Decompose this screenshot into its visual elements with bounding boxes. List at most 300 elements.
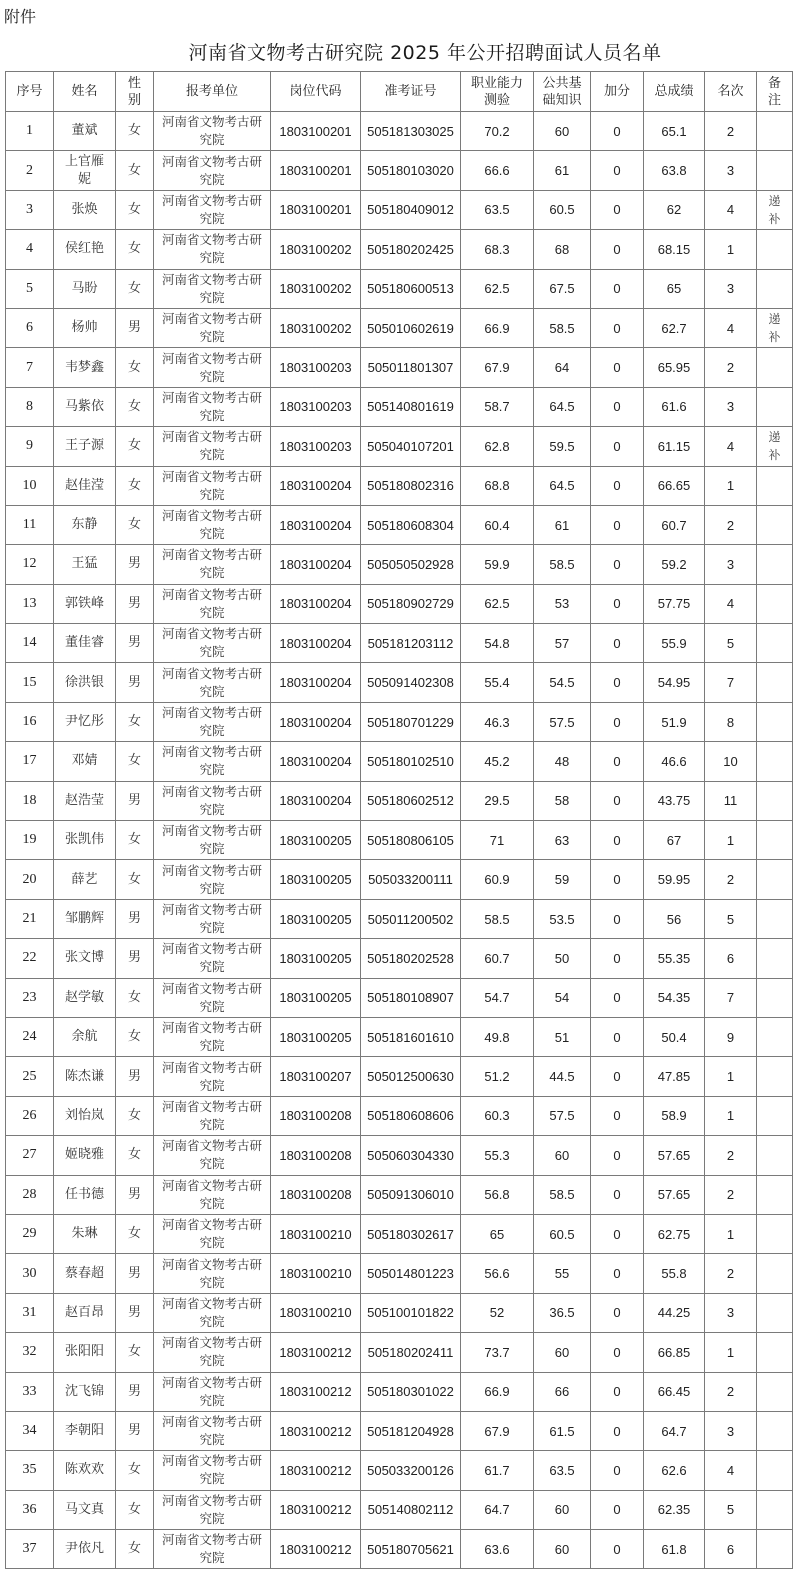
cell-rank: 1: [705, 1214, 757, 1253]
cell-note: [757, 742, 793, 781]
cell-post-code: 1803100203: [271, 427, 361, 466]
cell-gender: 男: [116, 1293, 154, 1332]
cell-unit-text: 河南省文物考古研究院: [162, 626, 263, 660]
cell-ability-test: 56.8: [461, 1175, 534, 1214]
cell-ticket-no: 505181601610: [361, 1017, 461, 1056]
cell-public-knowledge: 60: [534, 112, 591, 151]
cell-name-text: 马紫依: [64, 398, 104, 414]
cell-gender: 男: [116, 308, 154, 347]
cell-total: 62: [644, 190, 705, 229]
table-row: [6, 230, 793, 269]
table-row: [6, 190, 793, 229]
cell-ticket-no: 505040107201: [361, 427, 461, 466]
cell-gender: 女: [116, 151, 154, 190]
cell-note: [757, 230, 793, 269]
cell-unit-text: 河南省文物考古研究院: [162, 783, 263, 817]
cell-post-code: 1803100212: [271, 1451, 361, 1490]
table-row: [6, 269, 793, 308]
cell-rank: 4: [705, 308, 757, 347]
cell-unit-text: 河南省文物考古研究院: [162, 980, 263, 1014]
cell-post-code: 1803100204: [271, 663, 361, 702]
cell-ticket-no: 505180802316: [361, 466, 461, 505]
cell-ticket-no: 505010602619: [361, 308, 461, 347]
cell-public-knowledge: 50: [534, 939, 591, 978]
cell-ability-test: 66.9: [461, 308, 534, 347]
cell-name: [54, 860, 116, 899]
table-row: [6, 505, 793, 544]
cell-post-code: 1803100202: [271, 230, 361, 269]
cell-note: [757, 1175, 793, 1214]
cell-ability-test: 29.5: [461, 781, 534, 820]
cell-ticket-no: 505012500630: [361, 1057, 461, 1096]
cell-total: 51.9: [644, 702, 705, 741]
cell-name-text: 尹依凡: [64, 1541, 104, 1557]
cell-seq: 24: [6, 1017, 54, 1056]
cell-ticket-no: 505180409012: [361, 190, 461, 229]
cell-seq: 31: [6, 1293, 54, 1332]
cell-public-knowledge: 54: [534, 978, 591, 1017]
cell-bonus: 0: [591, 1333, 644, 1372]
cell-name: [54, 545, 116, 584]
header-unit: 报考单位: [154, 72, 271, 112]
cell-seq: 6: [6, 308, 54, 347]
cell-unit: [154, 821, 271, 860]
table-row: [6, 821, 793, 860]
cell-total: 61.6: [644, 387, 705, 426]
cell-ticket-no: 505180602512: [361, 781, 461, 820]
cell-bonus: 0: [591, 1136, 644, 1175]
cell-rank: 10: [705, 742, 757, 781]
cell-name: [54, 1490, 116, 1529]
cell-seq: 26: [6, 1096, 54, 1135]
cell-ability-test: 45.2: [461, 742, 534, 781]
cell-unit: [154, 781, 271, 820]
cell-public-knowledge: 60: [534, 1136, 591, 1175]
cell-name-text: 上官雁妮: [64, 153, 104, 187]
cell-name-text: 赵佳滢: [64, 477, 104, 493]
cell-name: [54, 1293, 116, 1332]
cell-ability-test: 55.3: [461, 1136, 534, 1175]
cell-note: [757, 860, 793, 899]
cell-name: [54, 427, 116, 466]
cell-unit: [154, 663, 271, 702]
cell-unit-text: 河南省文物考古研究院: [162, 1492, 263, 1526]
cell-unit-text: 河南省文物考古研究院: [162, 311, 263, 345]
cell-name: [54, 624, 116, 663]
cell-bonus: 0: [591, 821, 644, 860]
cell-gender: 男: [116, 1254, 154, 1293]
cell-note: [757, 1333, 793, 1372]
cell-post-code: 1803100205: [271, 1017, 361, 1056]
table-row: [6, 1017, 793, 1056]
cell-bonus: 0: [591, 860, 644, 899]
cell-unit-text: 河南省文物考古研究院: [162, 705, 263, 739]
cell-seq: 27: [6, 1136, 54, 1175]
cell-note-text: 递补: [768, 312, 781, 345]
cell-name: [54, 1175, 116, 1214]
cell-seq: 35: [6, 1451, 54, 1490]
cell-bonus: 0: [591, 387, 644, 426]
cell-name: [54, 190, 116, 229]
cell-name-text: 侯红艳: [64, 241, 104, 257]
cell-seq: 28: [6, 1175, 54, 1214]
cell-gender: 男: [116, 1057, 154, 1096]
cell-gender: 女: [116, 1096, 154, 1135]
cell-post-code: 1803100205: [271, 939, 361, 978]
cell-name-text: 韦梦鑫: [64, 359, 104, 375]
cell-unit-text: 河南省文物考古研究院: [162, 153, 263, 187]
cell-bonus: 0: [591, 1017, 644, 1056]
cell-public-knowledge: 59: [534, 860, 591, 899]
cell-seq: 36: [6, 1490, 54, 1529]
cell-unit-text: 河南省文物考古研究院: [162, 114, 263, 148]
cell-public-knowledge: 64: [534, 348, 591, 387]
cell-ticket-no: 505180608606: [361, 1096, 461, 1135]
cell-ticket-no: 505140802112: [361, 1490, 461, 1529]
header-total: 总成绩: [644, 72, 705, 112]
cell-gender: 男: [116, 781, 154, 820]
cell-note: [757, 899, 793, 938]
table-row: [6, 1293, 793, 1332]
cell-ticket-no: 505011200502: [361, 899, 461, 938]
cell-seq: 25: [6, 1057, 54, 1096]
cell-rank: 1: [705, 466, 757, 505]
cell-public-knowledge: 68: [534, 230, 591, 269]
cell-rank: 2: [705, 1372, 757, 1411]
cell-name-text: 陈杰谦: [64, 1068, 104, 1084]
cell-rank: 5: [705, 1490, 757, 1529]
cell-post-code: 1803100204: [271, 545, 361, 584]
cell-seq: 12: [6, 545, 54, 584]
cell-rank: 1: [705, 1057, 757, 1096]
cell-name: [54, 978, 116, 1017]
table-row: [6, 348, 793, 387]
cell-bonus: 0: [591, 1372, 644, 1411]
cell-public-knowledge: 63: [534, 821, 591, 860]
cell-name-text: 赵学敏: [64, 989, 104, 1005]
cell-unit-text: 河南省文物考古研究院: [162, 862, 263, 896]
cell-unit-text: 河南省文物考古研究院: [162, 1138, 263, 1172]
cell-rank: 4: [705, 427, 757, 466]
cell-post-code: 1803100203: [271, 348, 361, 387]
cell-gender: 男: [116, 939, 154, 978]
cell-name: [54, 1372, 116, 1411]
cell-unit-text: 河南省文物考古研究院: [162, 232, 263, 266]
cell-name: [54, 1451, 116, 1490]
cell-bonus: 0: [591, 348, 644, 387]
header-ticket-no: 准考证号: [361, 72, 461, 112]
cell-name-text: 刘怡岚: [64, 1107, 104, 1123]
header-post-code: 岗位代码: [271, 72, 361, 112]
cell-ability-test: 60.3: [461, 1096, 534, 1135]
cell-public-knowledge: 54.5: [534, 663, 591, 702]
cell-total: 61.15: [644, 427, 705, 466]
cell-unit: [154, 1333, 271, 1372]
table-row: [6, 584, 793, 623]
header-bonus: 加分: [591, 72, 644, 112]
cell-gender: 女: [116, 1017, 154, 1056]
cell-unit: [154, 269, 271, 308]
cell-bonus: 0: [591, 1293, 644, 1332]
cell-name-text: 董斌: [71, 123, 98, 139]
cell-note: [757, 1451, 793, 1490]
cell-post-code: 1803100210: [271, 1254, 361, 1293]
cell-post-code: 1803100210: [271, 1214, 361, 1253]
cell-name-text: 张凯伟: [64, 832, 104, 848]
cell-rank: 2: [705, 1136, 757, 1175]
cell-name-text: 尹忆彤: [64, 714, 104, 730]
cell-rank: 3: [705, 151, 757, 190]
cell-ability-test: 55.4: [461, 663, 534, 702]
cell-unit: [154, 899, 271, 938]
cell-unit: [154, 1490, 271, 1529]
cell-total: 54.95: [644, 663, 705, 702]
cell-unit-text: 河南省文物考古研究院: [162, 902, 263, 935]
table-row: [6, 1136, 793, 1175]
cell-bonus: 0: [591, 466, 644, 505]
cell-name: [54, 466, 116, 505]
cell-post-code: 1803100204: [271, 505, 361, 544]
cell-ticket-no: 505180608304: [361, 505, 461, 544]
cell-rank: 6: [705, 1530, 757, 1569]
cell-public-knowledge: 57.5: [534, 702, 591, 741]
cell-unit-text: 河南省文物考古研究院: [162, 1414, 263, 1448]
cell-post-code: 1803100204: [271, 466, 361, 505]
cell-rank: 11: [705, 781, 757, 820]
cell-name-text: 张阳阳: [64, 1344, 104, 1360]
cell-unit: [154, 308, 271, 347]
table-row: [6, 387, 793, 426]
cell-public-knowledge: 60: [534, 1490, 591, 1529]
header-rank: 名次: [705, 72, 757, 112]
cell-total: 46.6: [644, 742, 705, 781]
header-ability-test: [461, 72, 534, 112]
cell-public-knowledge: 59.5: [534, 427, 591, 466]
cell-note: [757, 387, 793, 426]
cell-ability-test: 71: [461, 821, 534, 860]
cell-rank: 2: [705, 348, 757, 387]
cell-name-text: 张焕: [71, 201, 98, 217]
cell-public-knowledge: 61: [534, 505, 591, 544]
cell-name: [54, 1017, 116, 1056]
cell-note: [757, 1490, 793, 1529]
cell-ability-test: 56.6: [461, 1254, 534, 1293]
cell-total: 54.35: [644, 978, 705, 1017]
cell-rank: 7: [705, 663, 757, 702]
cell-seq: 9: [6, 427, 54, 466]
cell-ability-test: 70.2: [461, 112, 534, 151]
cell-post-code: 1803100208: [271, 1175, 361, 1214]
cell-seq: 23: [6, 978, 54, 1017]
cell-seq: 18: [6, 781, 54, 820]
cell-ability-test: 68.8: [461, 466, 534, 505]
cell-gender: 男: [116, 545, 154, 584]
cell-post-code: 1803100207: [271, 1057, 361, 1096]
cell-seq: 30: [6, 1254, 54, 1293]
cell-bonus: 0: [591, 545, 644, 584]
table-row: [6, 308, 793, 347]
cell-ticket-no: 505181203112: [361, 624, 461, 663]
cell-name-text: 陈欢欢: [64, 1462, 104, 1478]
cell-rank: 1: [705, 821, 757, 860]
cell-gender: 女: [116, 1333, 154, 1372]
cell-note: [757, 1136, 793, 1175]
cell-ticket-no: 505180202528: [361, 939, 461, 978]
cell-unit-text: 河南省文物考古研究院: [162, 1059, 263, 1093]
cell-seq: 17: [6, 742, 54, 781]
cell-public-knowledge: 48: [534, 742, 591, 781]
cell-ticket-no: 505014801223: [361, 1254, 461, 1293]
table-row: [6, 1254, 793, 1293]
cell-name: [54, 112, 116, 151]
cell-bonus: 0: [591, 1451, 644, 1490]
table-row: [6, 663, 793, 702]
cell-total: 62.7: [644, 308, 705, 347]
cell-public-knowledge: 67.5: [534, 269, 591, 308]
cell-name-text: 姬晓雅: [64, 1147, 104, 1163]
cell-seq: 20: [6, 860, 54, 899]
cell-name: [54, 1254, 116, 1293]
cell-note: [757, 821, 793, 860]
cell-unit: [154, 505, 271, 544]
cell-unit: [154, 230, 271, 269]
cell-unit: [154, 1293, 271, 1332]
header-gender-label: 性别: [127, 75, 141, 108]
cell-post-code: 1803100202: [271, 308, 361, 347]
cell-note-text: 递补: [768, 430, 781, 463]
cell-ticket-no: 505033200126: [361, 1451, 461, 1490]
table-row: [6, 1333, 793, 1372]
cell-note: [757, 584, 793, 623]
cell-ability-test: 59.9: [461, 545, 534, 584]
cell-post-code: 1803100202: [271, 269, 361, 308]
cell-seq: 33: [6, 1372, 54, 1411]
cell-gender: 男: [116, 1411, 154, 1450]
cell-ability-test: 62.5: [461, 269, 534, 308]
cell-total: 65.1: [644, 112, 705, 151]
cell-unit-text: 河南省文物考古研究院: [162, 941, 263, 975]
cell-note: [757, 348, 793, 387]
cell-gender: 男: [116, 899, 154, 938]
cell-unit-text: 河南省文物考古研究院: [162, 1374, 263, 1408]
cell-post-code: 1803100212: [271, 1411, 361, 1450]
table-body: [6, 112, 793, 1569]
cell-unit-text: 河南省文物考古研究院: [162, 508, 263, 542]
cell-name-text: 王猛: [71, 556, 98, 572]
table-row: [6, 112, 793, 151]
cell-gender: 男: [116, 1175, 154, 1214]
cell-name-text: 东静: [71, 517, 98, 533]
cell-unit-text: 河南省文物考古研究院: [162, 1020, 263, 1054]
cell-post-code: 1803100204: [271, 742, 361, 781]
cell-unit-text: 河南省文物考古研究院: [162, 1256, 263, 1290]
cell-name: [54, 702, 116, 741]
cell-note: [757, 781, 793, 820]
cell-ability-test: 67.9: [461, 1411, 534, 1450]
cell-bonus: 0: [591, 1490, 644, 1529]
cell-public-knowledge: 60: [534, 1333, 591, 1372]
cell-total: 64.7: [644, 1411, 705, 1450]
cell-name: [54, 742, 116, 781]
cell-ability-test: 60.4: [461, 505, 534, 544]
cell-gender: 女: [116, 1136, 154, 1175]
table-row: [6, 1411, 793, 1450]
cell-name: [54, 939, 116, 978]
cell-ability-test: 54.8: [461, 624, 534, 663]
header-public-knowledge: [534, 72, 591, 112]
cell-gender: 男: [116, 663, 154, 702]
cell-public-knowledge: 58.5: [534, 308, 591, 347]
document-title: 河南省文物考古研究院 2025 年公开招聘面试人员名单: [188, 42, 662, 64]
cell-total: 59.2: [644, 545, 705, 584]
cell-gender: 女: [116, 1451, 154, 1490]
cell-note: [757, 978, 793, 1017]
cell-unit: [154, 702, 271, 741]
cell-name-text: 蔡春超: [64, 1265, 104, 1281]
cell-post-code: 1803100201: [271, 151, 361, 190]
header-public-knowledge-label: 公共基础知识: [542, 75, 582, 108]
cell-seq: 1: [6, 112, 54, 151]
cell-seq: 5: [6, 269, 54, 308]
cell-name-text: 任书德: [64, 1186, 104, 1202]
cell-ticket-no: 505100101822: [361, 1293, 461, 1332]
cell-unit: [154, 348, 271, 387]
cell-rank: 3: [705, 387, 757, 426]
cell-seq: 34: [6, 1411, 54, 1450]
cell-post-code: 1803100204: [271, 624, 361, 663]
cell-post-code: 1803100205: [271, 899, 361, 938]
cell-post-code: 1803100205: [271, 978, 361, 1017]
cell-seq: 10: [6, 466, 54, 505]
cell-post-code: 1803100212: [271, 1490, 361, 1529]
cell-ticket-no: 505180202425: [361, 230, 461, 269]
header-note-label: 备注: [767, 75, 781, 108]
cell-seq: 32: [6, 1333, 54, 1372]
cell-bonus: 0: [591, 781, 644, 820]
cell-public-knowledge: 58: [534, 781, 591, 820]
cell-total: 44.25: [644, 1293, 705, 1332]
cell-unit: [154, 939, 271, 978]
cell-total: 56: [644, 899, 705, 938]
cell-seq: 29: [6, 1214, 54, 1253]
cell-unit-text: 河南省文物考古研究院: [162, 1098, 263, 1132]
cell-public-knowledge: 51: [534, 1017, 591, 1056]
cell-name: [54, 821, 116, 860]
cell-note: [757, 1411, 793, 1450]
cell-public-knowledge: 44.5: [534, 1057, 591, 1096]
cell-rank: 1: [705, 1096, 757, 1135]
cell-bonus: 0: [591, 112, 644, 151]
cell-note-text: 递补: [768, 193, 781, 226]
cell-bonus: 0: [591, 1254, 644, 1293]
cell-seq: 8: [6, 387, 54, 426]
cell-note: [757, 1017, 793, 1056]
cell-public-knowledge: 53.5: [534, 899, 591, 938]
cell-name: [54, 1136, 116, 1175]
table-row: [6, 427, 793, 466]
cell-name: [54, 230, 116, 269]
header-note: [757, 72, 793, 112]
cell-gender: 男: [116, 624, 154, 663]
cell-ticket-no: 505050502928: [361, 545, 461, 584]
cell-post-code: 1803100205: [271, 821, 361, 860]
header-name: 姓名: [54, 72, 116, 112]
table-row: [6, 624, 793, 663]
cell-total: 58.9: [644, 1096, 705, 1135]
cell-post-code: 1803100204: [271, 584, 361, 623]
cell-post-code: 1803100210: [271, 1293, 361, 1332]
cell-ability-test: 46.3: [461, 702, 534, 741]
